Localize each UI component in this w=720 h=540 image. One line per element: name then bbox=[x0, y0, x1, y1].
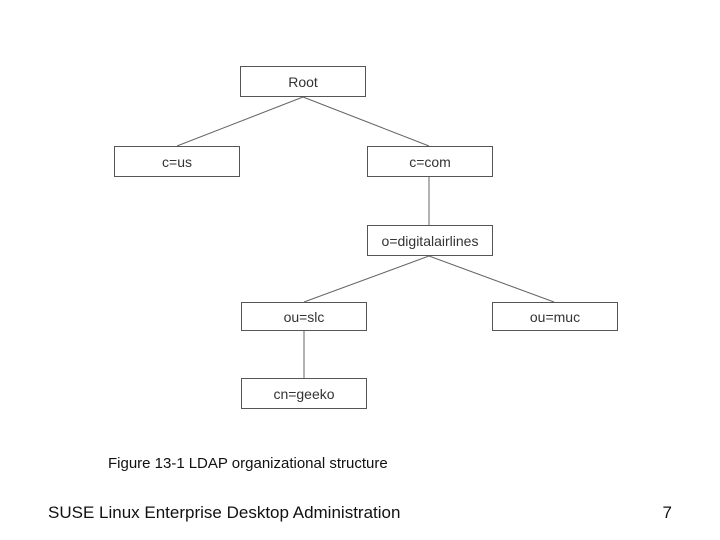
figure-caption bbox=[108, 455, 388, 472]
figure-caption-text: LDAP organizational structure bbox=[188, 455, 388, 472]
edge-root-c-us bbox=[177, 97, 303, 146]
edge-o-digitalairlines-ou-muc bbox=[429, 256, 554, 302]
node-o-digitalairlines: o=digitalairlines bbox=[367, 225, 493, 256]
node-ou-slc: ou=slc bbox=[241, 302, 367, 331]
footer-title: SUSE Linux Enterprise Desktop Administration bbox=[48, 503, 401, 522]
figure-number: Figure 13-1 bbox=[108, 455, 185, 472]
node-root: Root bbox=[240, 66, 366, 97]
edge-root-c-com bbox=[303, 97, 429, 146]
node-c-com: c=com bbox=[367, 146, 493, 177]
node-cn-geeko: cn=geeko bbox=[241, 378, 367, 409]
page-number: 7 bbox=[662, 503, 672, 522]
node-c-us: c=us bbox=[114, 146, 240, 177]
node-ou-muc: ou=muc bbox=[492, 302, 618, 331]
edge-o-digitalairlines-ou-slc bbox=[304, 256, 429, 302]
